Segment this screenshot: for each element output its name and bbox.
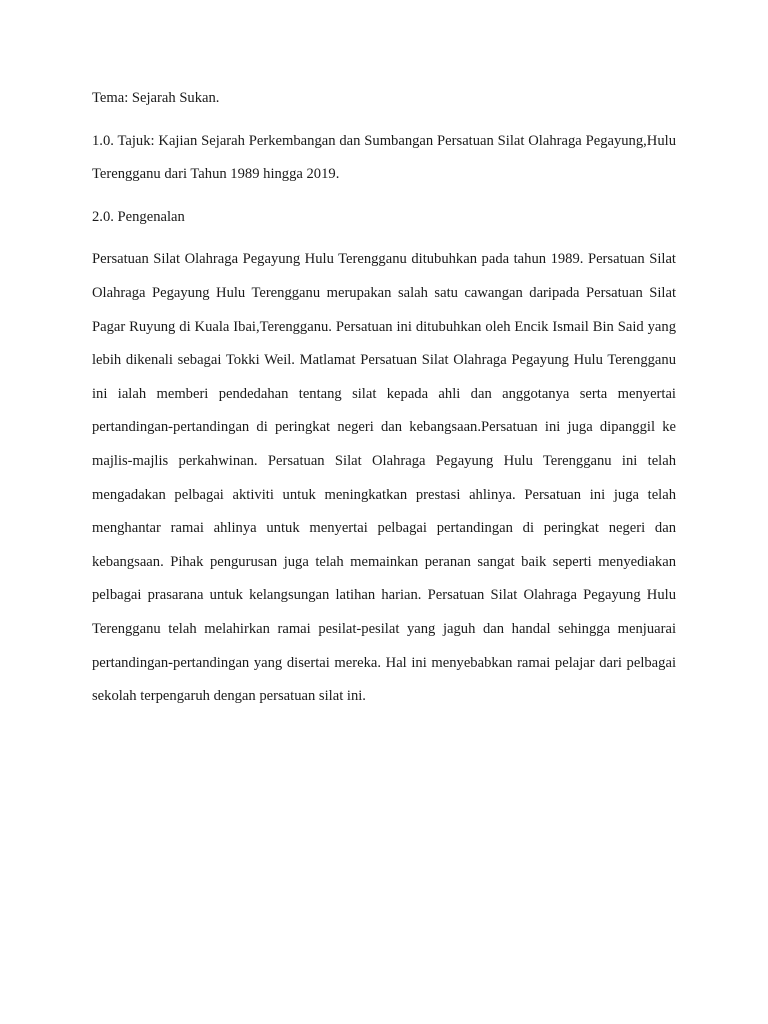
theme-line: Tema: Sejarah Sukan. xyxy=(92,90,220,106)
document-body xyxy=(92,82,676,714)
section-heading: 2.0. Pengenalan xyxy=(92,208,185,225)
intro-paragraph: Persatuan Silat Olahraga Pegayung Hulu Terengganu ditubuhkan pada tahun 1989. Persatuan Silat Olahraga Pegayung Hulu Terengganu merupakan salah satu cawangan daripada Persatuan Silat Pagar Ruyung di Kuala Ibai,Terengganu. Persatuan ini ditubuhkan oleh Encik Ismail Bin Said yang lebih dikenali sebagai Tokki Weil. Matlamat Persatuan Silat Olahraga Pegayung Hulu Terengganu ini ialah memberi pendedahan tentang silat kepada ahli dan anggotanya serta menyertai pertandingan-pertandingan di peringkat negeri dan kebangsaan.Persatuan ini juga dipanggil ke majlis-majlis perkahwinan. Persatuan Silat Olahraga Pegayung Hulu Terengganu ini telah mengadakan pelbagai aktiviti untuk meningkatkan prestasi ahlinya. Persatuan ini juga telah menghantar ramai ahlinya untuk menyertai pelbagai pertandingan di peringkat negeri dan kebangsaan. Pihak pengurusan juga telah memainkan peranan sangat baik seperti menyediakan pelbagai prasarana untuk kelangsungan latihan harian. Persatuan Silat Olahraga Pegayung Hulu Terengganu telah melahirkan ramai pesilat-pesilat yang jaguh dan handal sehingga menjuarai pertandingan-pertandingan yang disertai mereka. Hal ini menyebabkan ramai pelajar dari pelbagai sekolah terpengaruh dengan persatuan silat ini. xyxy=(92,251,676,705)
document-title: 1.0. Tajuk: Kajian Sejarah Perkembangan dan Sumbangan Persatuan Silat Olahraga Pegayung,Hulu Terengganu dari Tahun 1989 hingga 2019. xyxy=(92,132,676,183)
